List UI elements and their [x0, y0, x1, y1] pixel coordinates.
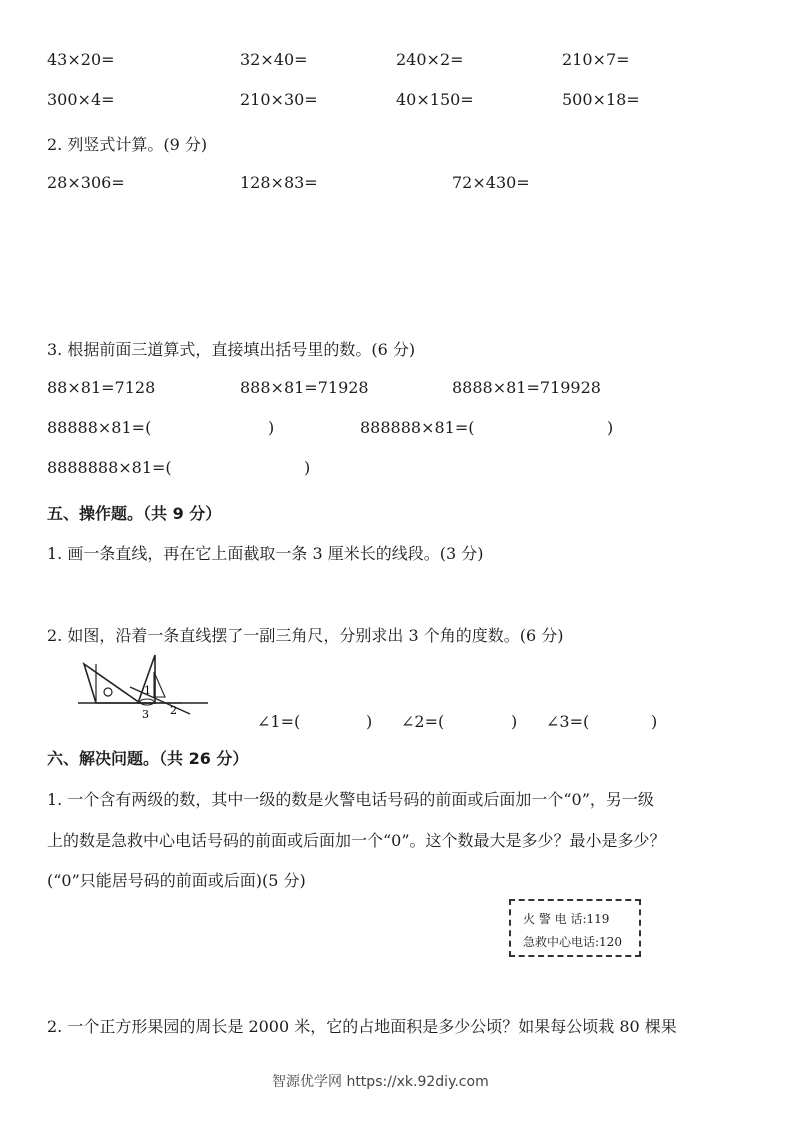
blank-close: ) — [651, 712, 658, 731]
question-text: 上的数是急救中心电话号码的前面或后面加一个“0”。这个数最大是多少？最小是多少？ — [47, 831, 666, 850]
section-heading: 六、解决问题。（共 26 分） — [47, 749, 249, 768]
angle-label-1: 1 — [144, 684, 151, 697]
calc-item: 240×2= — [396, 50, 464, 69]
blank-close: ) — [268, 418, 275, 437]
blank-close: ) — [511, 712, 518, 731]
angle-blank: ∠1=( — [257, 712, 301, 731]
fill-blank: 88888×81=( — [47, 418, 152, 437]
section-heading: 五、操作题。（共 9 分） — [47, 504, 222, 523]
calc-item: 210×30= — [240, 90, 318, 109]
question-text: 2. 如图，沿着一条直线摆了一副三角尺，分别求出 3 个角的度数。(6 分) — [47, 626, 564, 645]
calc-item: 32×40= — [240, 50, 308, 69]
question-text: 1. 一个含有两级的数，其中一级的数是火警电话号码的前面或后面加一个“0”，另一级 — [47, 790, 654, 809]
question-title: 2. 列竖式计算。(9 分) — [47, 135, 208, 154]
ambulance-phone: 急救中心电话:120 — [523, 935, 622, 949]
blank-close: ) — [607, 418, 614, 437]
calc-item: 72×430= — [452, 173, 530, 192]
given-equation: 88×81=7128 — [47, 378, 156, 397]
blank-close: ) — [366, 712, 373, 731]
triangle-rulers-figure — [70, 650, 215, 725]
given-equation: 888×81=71928 — [240, 378, 369, 397]
calc-item: 28×306= — [47, 173, 125, 192]
angle-label-3: 3 — [142, 708, 149, 721]
blank-close: ) — [304, 458, 311, 477]
question-text: 1. 画一条直线，再在它上面截取一条 3 厘米长的线段。(3 分) — [47, 544, 484, 563]
calc-item: 128×83= — [240, 173, 318, 192]
question-title: 3. 根据前面三道算式，直接填出括号里的数。(6 分) — [47, 340, 416, 359]
given-equation: 8888×81=719928 — [452, 378, 601, 397]
angle-blank: ∠2=( — [401, 712, 445, 731]
angle-blank: ∠3=( — [546, 712, 590, 731]
phone-number-box — [509, 899, 641, 957]
fill-blank: 888888×81=( — [360, 418, 475, 437]
fire-phone: 火 警 电 话:119 — [523, 912, 610, 926]
question-text: (“0”只能居号码的前面或后面)(5 分) — [47, 871, 306, 890]
calc-item: 43×20= — [47, 50, 115, 69]
page-footer: 智源优学网 https://xk.92diy.com — [272, 1074, 489, 1090]
calc-item: 500×18= — [562, 90, 640, 109]
fill-blank: 8888888×81=( — [47, 458, 172, 477]
calc-item: 40×150= — [396, 90, 474, 109]
calc-item: 210×7= — [562, 50, 630, 69]
calc-item: 300×4= — [47, 90, 115, 109]
question-text: 2. 一个正方形果园的周长是 2000 米，它的占地面积是多少公顷？如果每公顷栽 80 棵果 — [47, 1017, 677, 1036]
angle-label-2: 2 — [170, 704, 177, 717]
